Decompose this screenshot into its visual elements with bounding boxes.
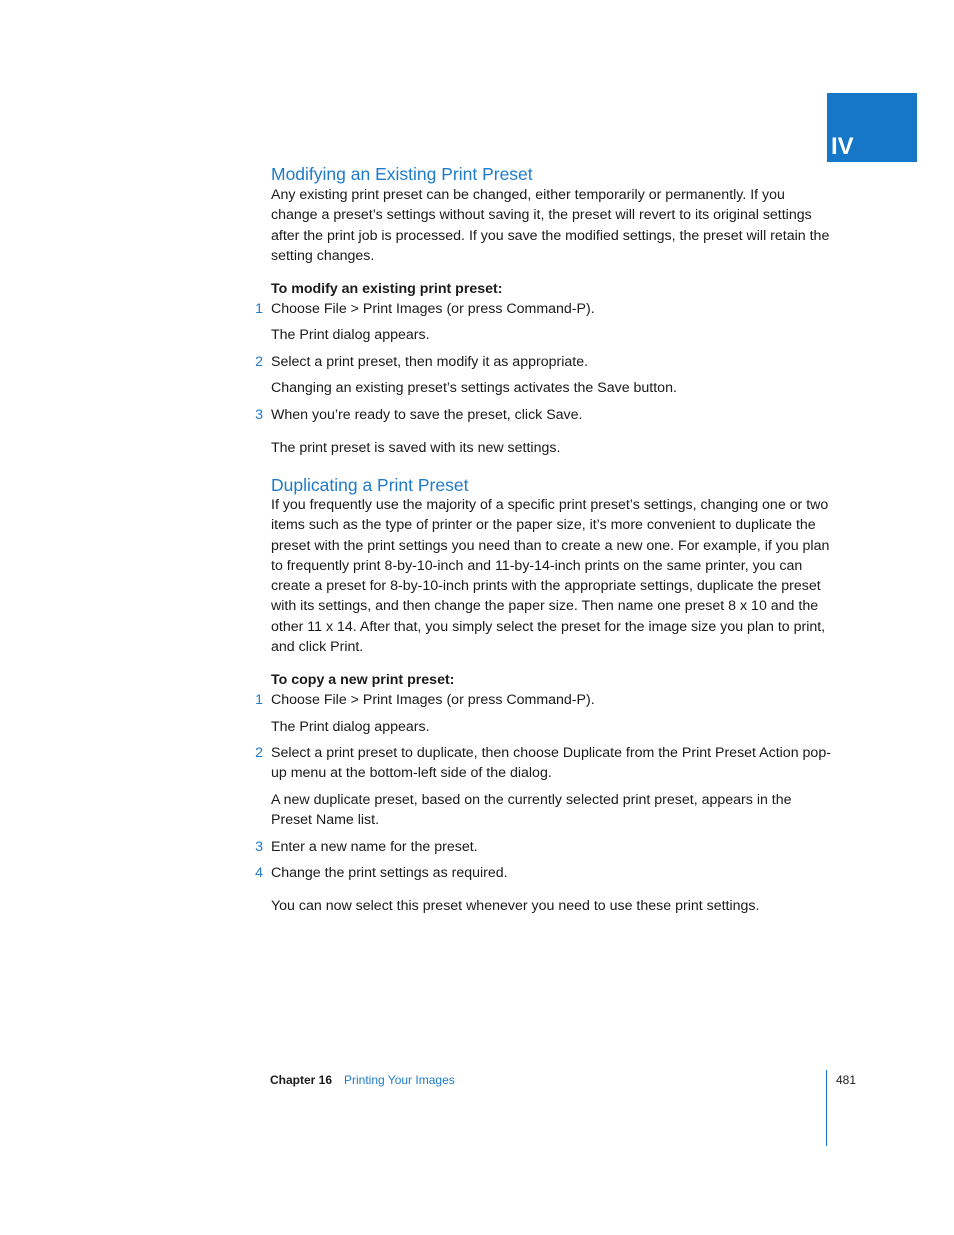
step-result: Changing an existing preset’s settings activates the Save button.	[271, 380, 677, 396]
step-number: 2	[255, 354, 263, 370]
step-text: Choose File > Print Images (or press Command-P).	[271, 301, 595, 317]
page-number: 481	[836, 1073, 857, 1087]
section-intro-duplicating: If you frequently use the majority of a specific print preset’s settings, changing one or two items such as the type of printer or the paper size, it’s more convenient to duplicate the preset with the print settings you need than to create a new one. For example, if you plan to frequently print 8-by-10-inch and 11-by-14-inch prints on the same printer, you can create a preset for 8-by-10-inch prints with the appropriate settings, duplicate the preset with its settings, and then change the paper size. Then name one preset 8 x 10 and the other 11 x 14. After that, you simply select the preset for the image size you plan to print, and click Print.	[271, 497, 830, 656]
step-number: 1	[255, 301, 263, 317]
step-result: A new duplicate preset, based on the currently selected print preset, appears in the Preset Name list.	[271, 792, 792, 828]
step-text: Change the print settings as required.	[271, 865, 508, 881]
part-tab	[827, 93, 917, 162]
step-number: 3	[255, 407, 263, 423]
procedure-conclusion: You can now select this preset whenever you need to use these print settings.	[271, 898, 760, 914]
step-item	[255, 352, 589, 372]
step-item	[255, 405, 583, 425]
step-result: The Print dialog appears.	[271, 719, 430, 735]
step-item	[255, 863, 508, 883]
step-number: 2	[255, 745, 263, 761]
step-result: The Print dialog appears.	[271, 327, 430, 343]
footer-chapter-label: Chapter 16	[270, 1073, 333, 1087]
section-intro-modifying: Any existing print preset can be changed, either temporarily or permanently. If you change a preset’s settings without saving it, the preset will revert to its original settings after the print job is processed. If you save the modified settings, the preset will retain the setting changes.	[271, 187, 830, 264]
part-number: IV	[831, 133, 854, 160]
footer-divider	[826, 1070, 827, 1146]
step-item	[255, 837, 478, 857]
footer-chapter-title: Printing Your Images	[344, 1073, 455, 1087]
step-text: Select a print preset, then modify it as appropriate.	[271, 354, 589, 370]
step-text: Select a print preset to duplicate, then choose Duplicate from the Print Preset Action pop-up menu at the bottom-left side of the dialog.	[271, 745, 831, 781]
step-number: 3	[255, 839, 263, 855]
step-item	[255, 299, 595, 319]
section-heading-modifying: Modifying an Existing Print Preset	[271, 164, 533, 184]
section-heading-duplicating: Duplicating a Print Preset	[271, 475, 469, 495]
step-number: 4	[255, 865, 263, 881]
step-text: When you’re ready to save the preset, click Save.	[271, 407, 583, 423]
step-item	[255, 690, 595, 710]
step-number: 1	[255, 692, 263, 708]
step-text: Choose File > Print Images (or press Command-P).	[271, 692, 595, 708]
procedure-title-copy: To copy a new print preset:	[271, 672, 455, 688]
step-item	[255, 743, 831, 783]
procedure-conclusion: The print preset is saved with its new settings.	[271, 440, 561, 456]
procedure-title-modify: To modify an existing print preset:	[271, 281, 503, 297]
step-text: Enter a new name for the preset.	[271, 839, 478, 855]
